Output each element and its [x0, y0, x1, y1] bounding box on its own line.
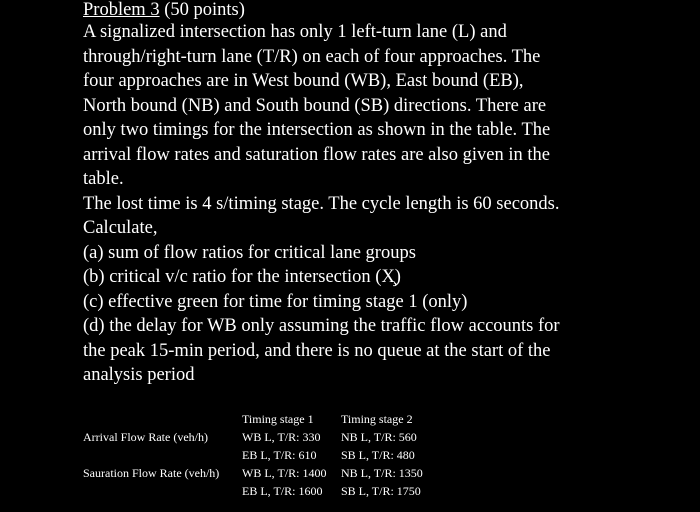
body-line: only two timings for the intersection as shown in the table. The: [83, 120, 551, 140]
stage2-cell: SB L, T/R: 480: [341, 448, 415, 462]
problem-body: [83, 20, 693, 388]
row-label: Arrival Flow Rate (veh/h): [83, 430, 208, 444]
stage1-cell: WB L, T/R: 330: [242, 430, 321, 444]
body-line: Calculate,: [83, 218, 158, 238]
body-line: through/right-turn lane (T/R) on each of four approaches. The: [83, 46, 541, 67]
body-line: North bound (NB) and South bound (SB) directions. There are: [83, 95, 547, 116]
stage2-cell: SB L, T/R: 1750: [341, 484, 421, 498]
stage2-cell: NB L, T/R: 1350: [341, 466, 423, 480]
problem-title: Problem 3: [83, 0, 160, 20]
question-b: (b) critical v/c ratio for the intersection (X̧): [83, 267, 401, 287]
question-d-cont: the peak 15-min period, and there is no queue at the start of the: [83, 340, 551, 361]
stage1-cell: WB L, T/R: 1400: [242, 466, 327, 480]
header-timing-stage-1: Timing stage 1: [242, 412, 314, 426]
body-line: A signalized intersection has only 1 left-turn lane (L) and: [83, 22, 507, 42]
problem-points: (50 points): [159, 0, 245, 20]
question-d-cont: analysis period: [83, 365, 195, 385]
question-c: (c) effective green for time for timing stage 1 (only): [83, 291, 468, 312]
body-line: four approaches are in West bound (WB), East bound (EB),: [83, 71, 524, 91]
body-line: arrival flow rates and saturation flow rates are also given in the: [83, 144, 550, 165]
header-timing-stage-2: Timing stage 2: [341, 412, 413, 426]
body-line: table.: [83, 169, 124, 189]
question-a: (a) sum of flow ratios for critical lane groups: [83, 242, 416, 263]
stage2-cell: NB L, T/R: 560: [341, 430, 417, 444]
stage1-cell: EB L, T/R: 610: [242, 448, 317, 462]
question-d: (d) the delay for WB only assuming the traffic flow accounts for: [83, 316, 560, 336]
problem-content: [83, 0, 693, 388]
body-line: The lost time is 4 s/timing stage. The cycle length is 60 seconds.: [83, 193, 560, 214]
row-label: Sauration Flow Rate (veh/h): [83, 466, 220, 480]
problem-heading: [83, 0, 693, 20]
stage1-cell: EB L, T/R: 1600: [242, 484, 323, 498]
